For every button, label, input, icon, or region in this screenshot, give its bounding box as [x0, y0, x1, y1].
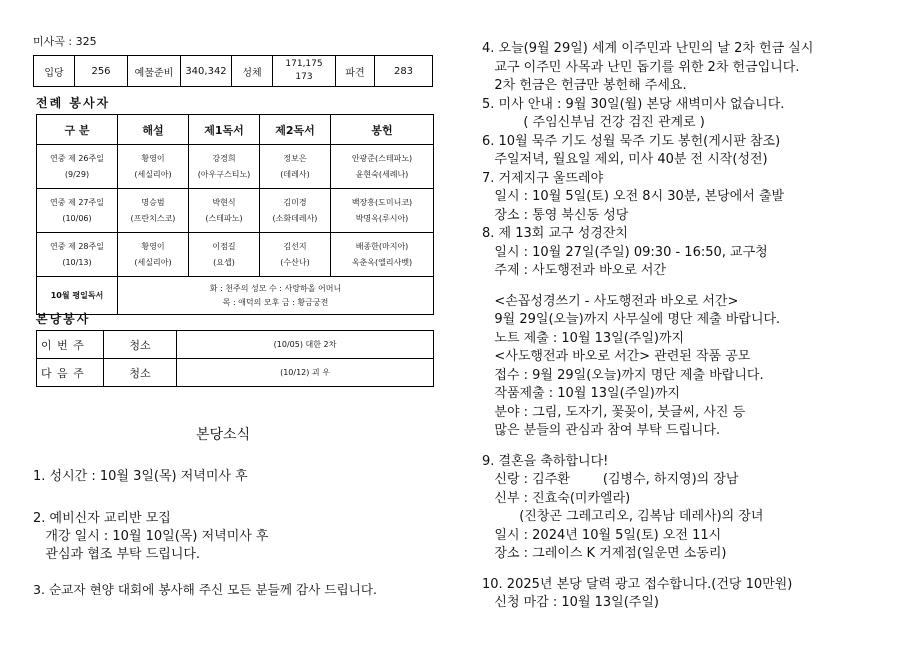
- recessional-label: 파견: [336, 56, 375, 87]
- news-line: 접수 : 9월 29일(오늘)까지 명단 제출 바랍니다.: [482, 367, 764, 383]
- service-task: 청소: [104, 331, 177, 359]
- spacer: [482, 564, 813, 576]
- offering-name-1: 백장흥(도미니코): [351, 197, 413, 207]
- news-item-2-line: 관심과 협조 부탁 드립니다.: [33, 547, 201, 562]
- news-item-3: 3. 순교자 현양 대회에 봉사해 주신 모든 분들께 감사 드립니다.: [33, 582, 378, 597]
- chapel-service-row: [37, 359, 434, 387]
- news-line: <사도행전과 바오로 서간> 관련된 작품 공모: [482, 349, 751, 364]
- service-detail: (10/12) 괴 우: [177, 359, 434, 387]
- spacer: [482, 281, 813, 293]
- week-label: 다 음 주: [37, 359, 104, 387]
- news-line: 일시 : 10월 5일(토) 오전 8시 30분, 본당에서 출발: [482, 189, 785, 204]
- commentator-name: 황영이: [141, 241, 165, 251]
- servers-header: 봉헌: [331, 115, 434, 145]
- news-line: <손꼽성경쓰기 - 사도행전과 바오로 서간>: [482, 293, 739, 309]
- offering-name-2: 옥춘옥(엘리사벳): [351, 257, 413, 267]
- weekday-readings-line-1: 화 : 천주의 성모 수 : 사랑하올 어머니: [209, 283, 342, 293]
- news-line: 신랑 : 김주환 (김병수, 하지영)의 장남: [482, 472, 739, 487]
- news-line: 작품제출 : 10월 13일(주일)까지: [482, 386, 680, 401]
- communion-number-2: 173: [295, 72, 313, 82]
- servers-row: [37, 145, 434, 189]
- communion-number: [273, 56, 336, 87]
- reader2-name: 김선지: [283, 241, 307, 251]
- sunday-date: (10/13): [62, 257, 92, 267]
- chapel-service-table: [36, 330, 434, 387]
- news-line: 신부 : 진효숙(미카엘라): [482, 490, 631, 506]
- news-line: ( 주임신부님 건강 검진 관계로 ): [482, 115, 705, 130]
- news-line: 교구 이주민 사목과 난민 돕기를 위한 2차 헌금입니다.: [482, 59, 800, 75]
- news-line: 일시 : 2024년 10월 5일(토) 오전 11시: [482, 527, 722, 543]
- reader2-baptismal: (데레사): [280, 169, 310, 179]
- commentator-baptismal: (세실리아): [134, 257, 172, 267]
- news-line: 10. 2025년 본당 달력 광고 접수합니다.(건당 10만원): [482, 576, 793, 592]
- communion-number-1: 171,175: [285, 59, 323, 69]
- news-line: 주일저녁, 월요일 제외, 미사 40분 전 시작(성전): [482, 152, 768, 167]
- news-line: 노트 제출 : 10월 13일(주일)까지: [482, 330, 685, 346]
- news-line: 4. 오늘(9월 29일) 세계 이주민과 난민의 날 2차 헌금 실시: [482, 41, 814, 56]
- chapel-service-row: [37, 331, 434, 359]
- news-line: 장소 : 그레이스 K 거제점(일운면 소동리): [482, 546, 727, 561]
- offering-name-1: 안광준(스테파노): [351, 153, 413, 163]
- offertory-number: 340,342: [181, 56, 232, 87]
- commentator-name: 명승범: [141, 197, 165, 207]
- commentator-name: 황영이: [141, 153, 165, 163]
- servers-header: 제1독서: [189, 115, 260, 145]
- servers-header: 제2독서: [260, 115, 331, 145]
- servers-header: 구 분: [37, 115, 118, 145]
- news-item-1: 1. 성시간 : 10월 3일(목) 저녁미사 후: [33, 469, 248, 484]
- servers-row: [37, 233, 434, 277]
- entrance-label: 입당: [34, 56, 75, 87]
- news-line: 일시 : 10월 27일(주일) 09:30 - 16:50, 교구청: [482, 244, 768, 260]
- reader1-name: 박현식: [212, 197, 236, 207]
- service-task: 청소: [104, 359, 177, 387]
- news-item-2: 2. 예비신자 교리반 모집: [33, 511, 171, 526]
- reader1-baptismal: (요셉): [213, 257, 235, 267]
- reader2-name: 김미경: [283, 197, 307, 207]
- news-line: 9. 결혼을 축하합니다!: [482, 453, 609, 469]
- recessional-number: 283: [375, 56, 433, 87]
- communion-label: 성체: [232, 56, 273, 87]
- news-line: 분야 : 그림, 도자기, 꽃꽂이, 붓글씨, 사진 등: [482, 404, 746, 420]
- service-detail: (10/05) 대한 2차: [177, 331, 434, 359]
- commentator-baptismal: (세실리아): [134, 169, 172, 179]
- reader2-baptismal: (소화데레사): [272, 213, 318, 223]
- sunday-label: 연중 제 28주일: [50, 241, 104, 251]
- sunday-date: (9/29): [64, 169, 90, 179]
- commentator-baptismal: (프란치스코): [130, 213, 176, 223]
- news-item-2-line: 개강 일시 : 10월 10일(목) 저녁미사 후: [33, 529, 269, 544]
- reader2-baptismal: (수산나): [280, 257, 310, 267]
- offertory-label: 예물준비: [128, 56, 181, 87]
- chapel-service-title: 본당봉사: [36, 312, 91, 326]
- servers-row: [37, 189, 434, 233]
- servers-header: 해설: [118, 115, 189, 145]
- weekday-readings-label: 10월 평일독서: [37, 277, 118, 315]
- spacer: [482, 441, 813, 453]
- offering-name-2: 박명옥(루시아): [355, 213, 409, 223]
- parish-news-title: 본당소식: [196, 427, 251, 443]
- servers-table: [36, 114, 434, 315]
- news-line: 신청 마감 : 10월 13일(주일): [482, 595, 659, 610]
- week-label: 이 번 주: [37, 331, 104, 359]
- news-line: 7. 거제지구 울뜨레야: [482, 170, 604, 186]
- entrance-number: 256: [75, 56, 128, 87]
- reader1-baptismal: (스테파노): [205, 213, 243, 223]
- reader1-name: 강경희: [212, 153, 236, 163]
- mass-music-line: 미사곡 : 325: [33, 35, 97, 48]
- sunday-label: 연중 제 27주일: [50, 197, 104, 207]
- news-line: 9월 29일(오늘)까지 사무실에 명단 제출 바랍니다.: [482, 312, 781, 327]
- news-line: 8. 제 13회 교구 성경잔치: [482, 226, 628, 241]
- reader1-baptismal: (아우구스티노): [197, 169, 251, 179]
- news-line: 많은 분들의 관심과 참여 부탁 드립니다.: [482, 423, 721, 438]
- right-news-column: [482, 40, 813, 613]
- news-line: (진창곤 그레고리오, 김복남 데레사)의 장녀: [482, 509, 764, 524]
- offering-name-2: 윤현숙(세례나): [355, 169, 409, 179]
- weekday-readings-row: [37, 277, 434, 315]
- news-line: 5. 미사 안내 : 9월 30일(월) 본당 새벽미사 없습니다.: [482, 96, 785, 112]
- news-line: 장소 : 통영 북신동 성당: [482, 207, 629, 223]
- news-line: 6. 10월 묵주 기도 성월 묵주 기도 봉헌(게시판 참조): [482, 133, 781, 149]
- servers-title: 전례 봉사자: [36, 96, 111, 110]
- reader1-name: 이점길: [212, 241, 236, 251]
- news-line: 주제 : 사도행전과 바오로 서간: [482, 263, 667, 278]
- news-line: 2차 헌금은 헌금만 봉헌해 주세요.: [482, 78, 687, 93]
- offering-name-1: 배종한(마지아): [355, 241, 409, 251]
- sunday-date: (10/06): [62, 213, 92, 223]
- hymn-table: [33, 55, 433, 87]
- reader2-name: 정보은: [283, 153, 307, 163]
- weekday-readings-line-2: 목 : 애덕의 모후 금 : 황금궁전: [222, 297, 329, 307]
- sunday-label: 연중 제 26주일: [50, 153, 104, 163]
